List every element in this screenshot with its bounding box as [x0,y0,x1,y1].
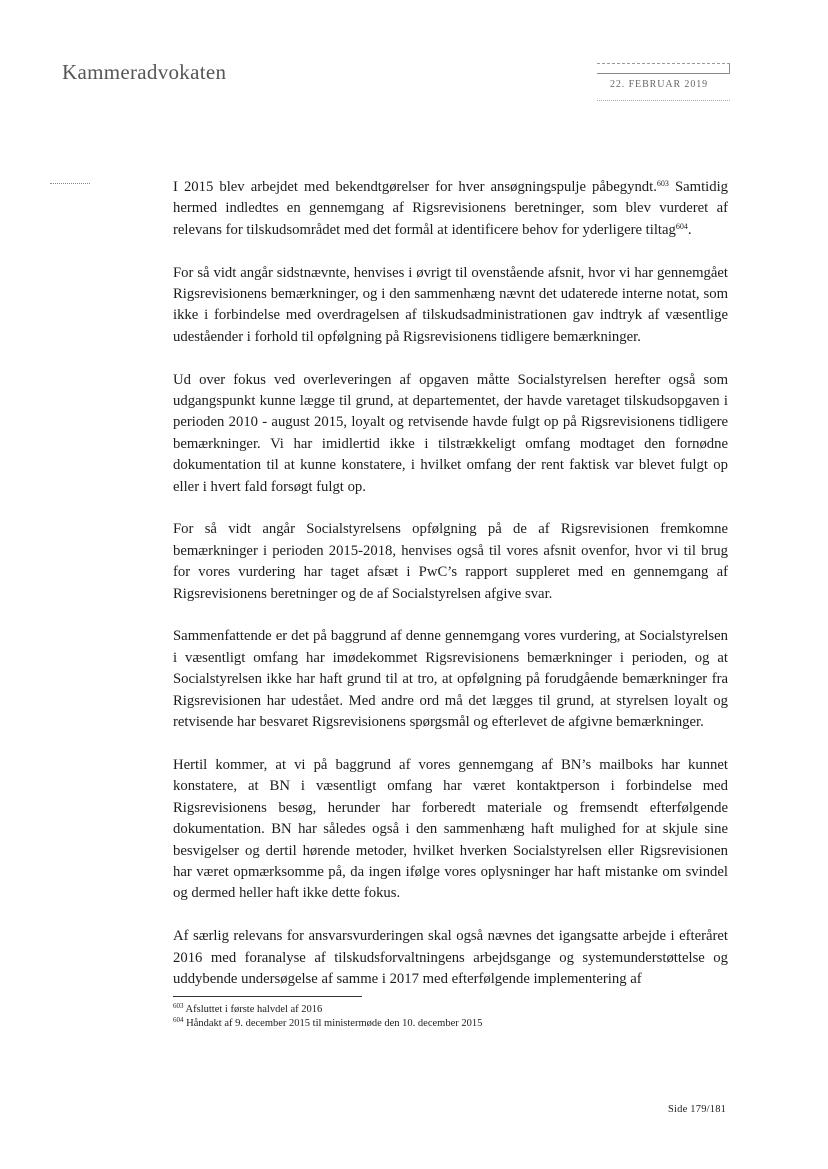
footnote-ref-604: 604 [675,221,688,231]
paragraph-1-text-c: . [687,221,692,238]
paragraph-1-text-b: Samtidig hermed indledtes en gennemgang af Rigsrevisionens beretninger, som blev vurderet af relevans for tilskudsområdet med det formål at identificere behov for yderligere tiltag [173,179,728,238]
footnote-603 [173,1003,482,1017]
paragraph-7: Af særlig relevans for ansvarsvurderingen skal også nævnes det igangsatte arbejde i efteråret 2016 med foranalyse af tilskudsforvaltningens arbejdsgange og systemunderstøttelse og uddybende undersøgelse af samme i 2017 med efterfølgende implementering af [173,928,728,987]
date-divider [597,100,730,101]
document-body [173,177,728,1012]
paragraph-5: Sammenfattende er det på baggrund af denne gennemgang vores vurdering, at Socialstyrelsen i væsentligt omfang har imødekommet Rigsrevisionens bemærkninger i perioden, og at Socialstyrelsen ikke har haft grund til at tro, at opfølgning på forudgående bemærkninger fra Rigsrevisionen har udestået. Med andre ord må det lægges til grund, at styrelsen loyalt og retvisende har besvaret Rigsrevisionens spørgsmål og efterlevet de afgivne bemærkninger. [173,628,728,731]
paragraph-3: Ud over fokus ved overleveringen af opgaven måtte Socialstyrelsen herefter også som udgangspunkt kunne lægge til grund, at departementet, der havde varetaget tilskudsopgaven i perioden 2010 - august 2015, loyalt og retvisende havde fulgt op på Rigsrevisionens tidligere bemærkninger. Vi har imidlertid ikke i tilstrækkeligt omfang modtaget den fornødne dokumentation til at kunne konstatere, i hvilket omfang der rent faktisk var blevet fulgt op eller i hvert fald forsøgt fulgt op. [173,371,728,495]
document-date: 22. FEBRUAR 2019 [610,79,709,90]
footnote-number: 603 [173,1002,184,1010]
footnote-text: Håndakt af 9. december 2015 til ministermøde den 10. december 2015 [183,1017,483,1029]
footnote-text: Afsluttet i første halvdel af 2016 [183,1004,323,1015]
footnote-604 [173,1017,482,1031]
footnote-separator [173,996,362,997]
kammeradvokaten-logo: Kammeradvokaten [62,60,227,84]
margin-mark [50,183,90,184]
footnote-number: 604 [173,1015,184,1024]
paragraph-4: For så vidt angår Socialstyrelsens opfølgning på de af Rigsrevisionen fremkomne bemærkninger i perioden 2015-2018, henvises også til vores afsnit ovenfor, hvor vi til brug for vores vurdering har taget afsæt i PwC’s rapport suppleret med en gennemgang af Rigsrevisionens beretninger og de af Socialstyrelsen afgive svar. [173,521,728,602]
paragraph-1-text-a: I 2015 blev arbejdet med bekendtgørelser for hver ansøgningspulje påbegyndt. [173,179,657,195]
page-number: Side 179/181 [668,1104,727,1115]
footnote-ref-603: 603 [656,179,669,188]
footnotes [173,1003,482,1030]
paragraph-1 [173,177,728,241]
paragraph-6: Hertil kommer, at vi på baggrund af vores gennemgang af BN’s mailboks har kunnet konstatere, at BN i væsentligt omfang har været kontaktperson i forbindelse med Rigsrevisionens besøg, herunder har forberedt materiale og fremsendt efterfølgende dokumentation. BN har således også i den sammenhæng haft mulighed for at skjule sine besvigelser og dertil hørende metoder, hvilket hverken Socialstyrelsen eller Rigsrevisionen har været opmærksomme på, da ingen ifølge vores oplysninger har haft mistanke om svindel og dermed heller haft ikke dette fokus. [173,756,728,902]
paragraph-2: For så vidt angår sidstnævnte, henvises i øvrigt til ovenstående afsnit, hvor vi har gennemgået Rigsrevisionens bemærkninger, og i den sammenhæng nævnt det udaterede interne notat, som ikke i forbindelse med overdragelsen af tilskudsadministrationen gav indtryk af væsentlige udeståender i forhold til opfølgning på Rigsrevisionens tidligere bemærkninger. [173,264,728,345]
date-stamp-frame [597,63,730,74]
